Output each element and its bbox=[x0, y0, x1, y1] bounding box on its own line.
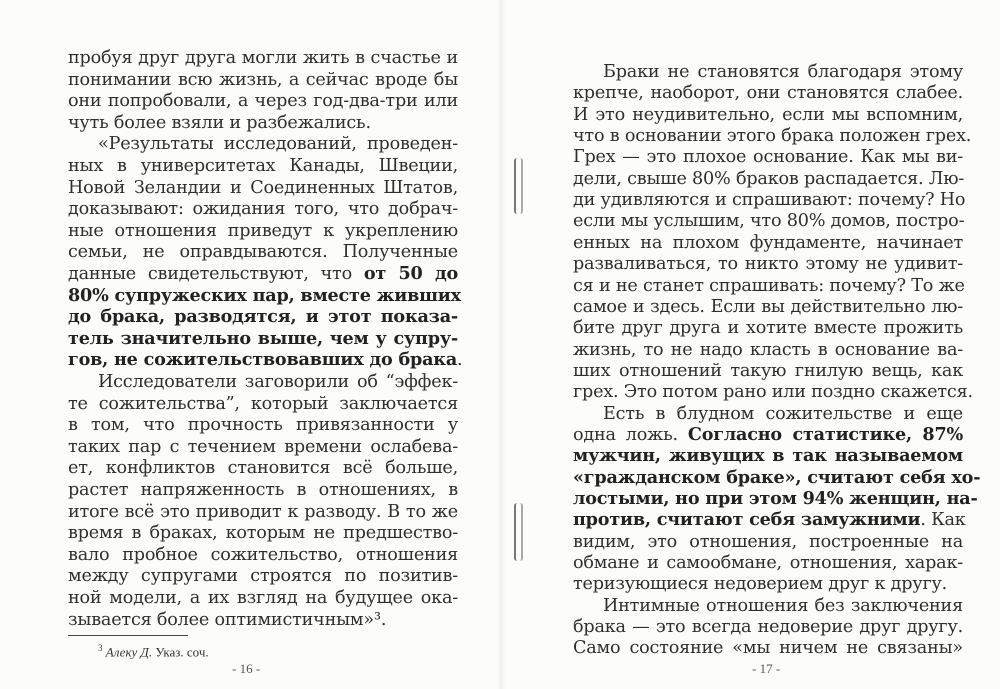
text-segment: Интимные отношения без заключения bbox=[603, 595, 963, 616]
text-segment: в том, что прочность привязанности у bbox=[68, 415, 458, 436]
text-segment: итоге всё это приводит к разводу. В то же bbox=[68, 501, 458, 522]
text-segment: енных на плохом фундаменте, начинает bbox=[573, 232, 963, 253]
text-segment: Новой Зеландии и Соединенных Штатов, bbox=[68, 177, 458, 198]
text-segment: чуть более взяли и разбежались. bbox=[68, 112, 371, 133]
footnote-text: Указ. соч. bbox=[152, 644, 209, 660]
text-line bbox=[573, 146, 963, 168]
text-line bbox=[573, 339, 963, 361]
text-segment: растет напряженность в отношениях, в bbox=[68, 480, 458, 500]
text-segment: семьи, не оправдываются. Полученные bbox=[68, 242, 458, 263]
bold-text: тель значительно выше, чем у супру- bbox=[68, 327, 458, 349]
text-line bbox=[573, 552, 963, 574]
text-segment: что в основании этого брака положен грех. bbox=[573, 126, 972, 147]
text-segment: жизнь, то не надо класть в основание ва- bbox=[573, 339, 963, 360]
bold-text: от 50 до bbox=[363, 263, 459, 284]
bold-text: лостыми, но при этом 94% женщин, на- bbox=[573, 488, 978, 509]
bold-text: 80% супружеских пар, вместе живших bbox=[68, 284, 461, 306]
text-segment: ет, конфликтов становится всё больше, bbox=[68, 458, 458, 479]
text-line bbox=[573, 189, 966, 211]
text-line bbox=[573, 253, 963, 275]
text-line bbox=[68, 371, 458, 393]
text-line bbox=[68, 177, 458, 199]
text-line bbox=[573, 403, 963, 425]
footnote-mark: 3 bbox=[98, 643, 103, 653]
text-segment: крепче, наоборот, они становятся слабее. bbox=[573, 83, 963, 104]
text-segment: Исследователи заговорили об “эффек- bbox=[98, 372, 458, 392]
text-segment: . bbox=[457, 350, 463, 371]
text-line bbox=[573, 531, 963, 553]
text-line bbox=[68, 263, 458, 285]
text-segment: самое и здесь. Если вы действительно лю- bbox=[573, 296, 963, 317]
text-line bbox=[68, 306, 458, 328]
text-line bbox=[68, 544, 458, 566]
text-segment: вало пробное сожительство, отношения bbox=[68, 544, 458, 565]
text-line bbox=[68, 133, 458, 155]
footnote bbox=[98, 643, 209, 660]
text-segment: Само состояние «мы ничем не связаны» bbox=[573, 638, 963, 659]
right-page bbox=[500, 0, 1000, 689]
text-line bbox=[573, 445, 963, 467]
text-line bbox=[573, 210, 963, 232]
text-segment: ной модели, а их взгляд на будущее ока- bbox=[68, 588, 458, 608]
text-line bbox=[68, 393, 458, 415]
bold-text: до брака, разводятся, и этот показа- bbox=[68, 306, 458, 328]
text-segment: Браки не становятся благодаря этому bbox=[603, 62, 963, 82]
text-segment: дели, свыше 80% браков распадается. Лю- bbox=[573, 168, 965, 189]
text-line bbox=[573, 595, 963, 617]
text-line bbox=[68, 609, 458, 631]
text-line bbox=[573, 82, 963, 104]
text-segment: ся и не станет спрашивать: почему? То же bbox=[573, 275, 965, 296]
text-segment: между супругами строятся по позитив- bbox=[68, 566, 458, 587]
text-segment: И это неудивительно, если мы вспомним, bbox=[573, 104, 963, 125]
text-line bbox=[573, 232, 963, 254]
bold-text: «гражданском браке», считают себя хо- bbox=[573, 466, 981, 488]
text-line bbox=[68, 155, 458, 177]
text-segment: теризующиеся недоверием друг к другу. bbox=[573, 574, 948, 595]
footnote-author: Алеку Д. bbox=[105, 644, 153, 660]
text-line bbox=[573, 275, 963, 297]
text-segment: пробуя друг друга могли жить в счастье и bbox=[68, 48, 458, 68]
text-line bbox=[68, 501, 458, 523]
text-line bbox=[68, 349, 463, 371]
text-segment: время в браках, которым не предшество- bbox=[68, 523, 458, 544]
text-line bbox=[68, 328, 458, 350]
text-line bbox=[68, 112, 458, 134]
text-segment: разваливаться, то никто этому не удивит- bbox=[573, 254, 963, 275]
text-line bbox=[573, 637, 963, 659]
text-segment: одна ложь. bbox=[573, 424, 688, 445]
text-segment: Есть в блудном сожительстве и еще bbox=[603, 403, 963, 424]
bold-text: против, считают себя замужними bbox=[573, 509, 921, 531]
text-line bbox=[68, 284, 461, 307]
text-line bbox=[68, 457, 458, 479]
text-line bbox=[573, 168, 963, 190]
text-segment: зывается более оптимистичным»³. bbox=[68, 609, 387, 630]
text-line bbox=[68, 565, 458, 587]
text-line bbox=[68, 241, 458, 263]
text-segment: ные отношения приведут к укреплению bbox=[68, 220, 458, 241]
text-line bbox=[573, 424, 963, 446]
text-line bbox=[68, 220, 458, 242]
text-line bbox=[68, 479, 458, 501]
text-segment: понимании всю жизнь, а сейчас вроде бы bbox=[68, 69, 458, 90]
text-line bbox=[573, 488, 978, 510]
text-segment: те сожительства”, который заключается bbox=[68, 393, 458, 414]
text-line bbox=[68, 47, 458, 69]
text-segment: Грех — это плохое основание. Как мы ви- bbox=[573, 147, 963, 168]
text-line bbox=[573, 573, 963, 595]
text-segment: «Результаты исследований, проведен- bbox=[98, 134, 458, 155]
text-line bbox=[573, 360, 963, 382]
text-segment: ди удивляются и спрашивают: почему? Но bbox=[573, 190, 966, 211]
text-segment: брака — это всегда недоверие друг другу. bbox=[573, 617, 963, 638]
text-segment: таких пар с течением времени ослабева- bbox=[68, 436, 458, 457]
text-line bbox=[573, 61, 963, 83]
text-line bbox=[68, 69, 458, 91]
bold-text: мужчин, живущих в так называемом bbox=[573, 445, 963, 467]
text-segment: обмане и самообмане, отношения, харак- bbox=[573, 553, 963, 574]
text-line bbox=[573, 296, 963, 318]
text-segment: данные свидетельствуют, что bbox=[68, 264, 364, 284]
text-line bbox=[68, 414, 458, 436]
text-line bbox=[68, 198, 458, 220]
text-line bbox=[573, 509, 966, 531]
text-segment: ных в университетах Канады, Швеции, bbox=[68, 156, 458, 176]
bold-text: гов, не сожительствовавших до брака bbox=[68, 349, 458, 371]
text-line bbox=[573, 125, 972, 147]
text-segment: грех. Это потом рано или поздно скажется. bbox=[573, 382, 973, 403]
text-line bbox=[573, 616, 963, 638]
text-segment: видим, это отношения, построенные на bbox=[573, 531, 963, 552]
page-number: - 16 - bbox=[232, 661, 261, 676]
text-line bbox=[68, 587, 458, 609]
text-line bbox=[68, 436, 458, 458]
text-line bbox=[573, 104, 963, 126]
text-line bbox=[573, 466, 981, 489]
text-segment: бите друг друга и хотите вместе прожить bbox=[573, 318, 963, 339]
page-number: - 17 - bbox=[752, 661, 781, 676]
text-line bbox=[573, 381, 973, 403]
text-segment: ших отношений такую гнилую вещь, как bbox=[573, 360, 963, 381]
text-line bbox=[68, 90, 458, 112]
text-segment: они попробовали, а через год-два-три или bbox=[68, 91, 458, 112]
text-segment: . Как bbox=[920, 510, 966, 531]
footnote-divider bbox=[68, 635, 188, 636]
text-segment: доказывают: ожидания того, что добрач- bbox=[68, 199, 458, 220]
bold-text: Согласно статистике, 87% bbox=[687, 423, 963, 445]
text-line bbox=[68, 522, 458, 544]
text-line bbox=[573, 317, 963, 339]
text-segment: если мы услышим, что 80% домов, постро- bbox=[573, 211, 965, 232]
